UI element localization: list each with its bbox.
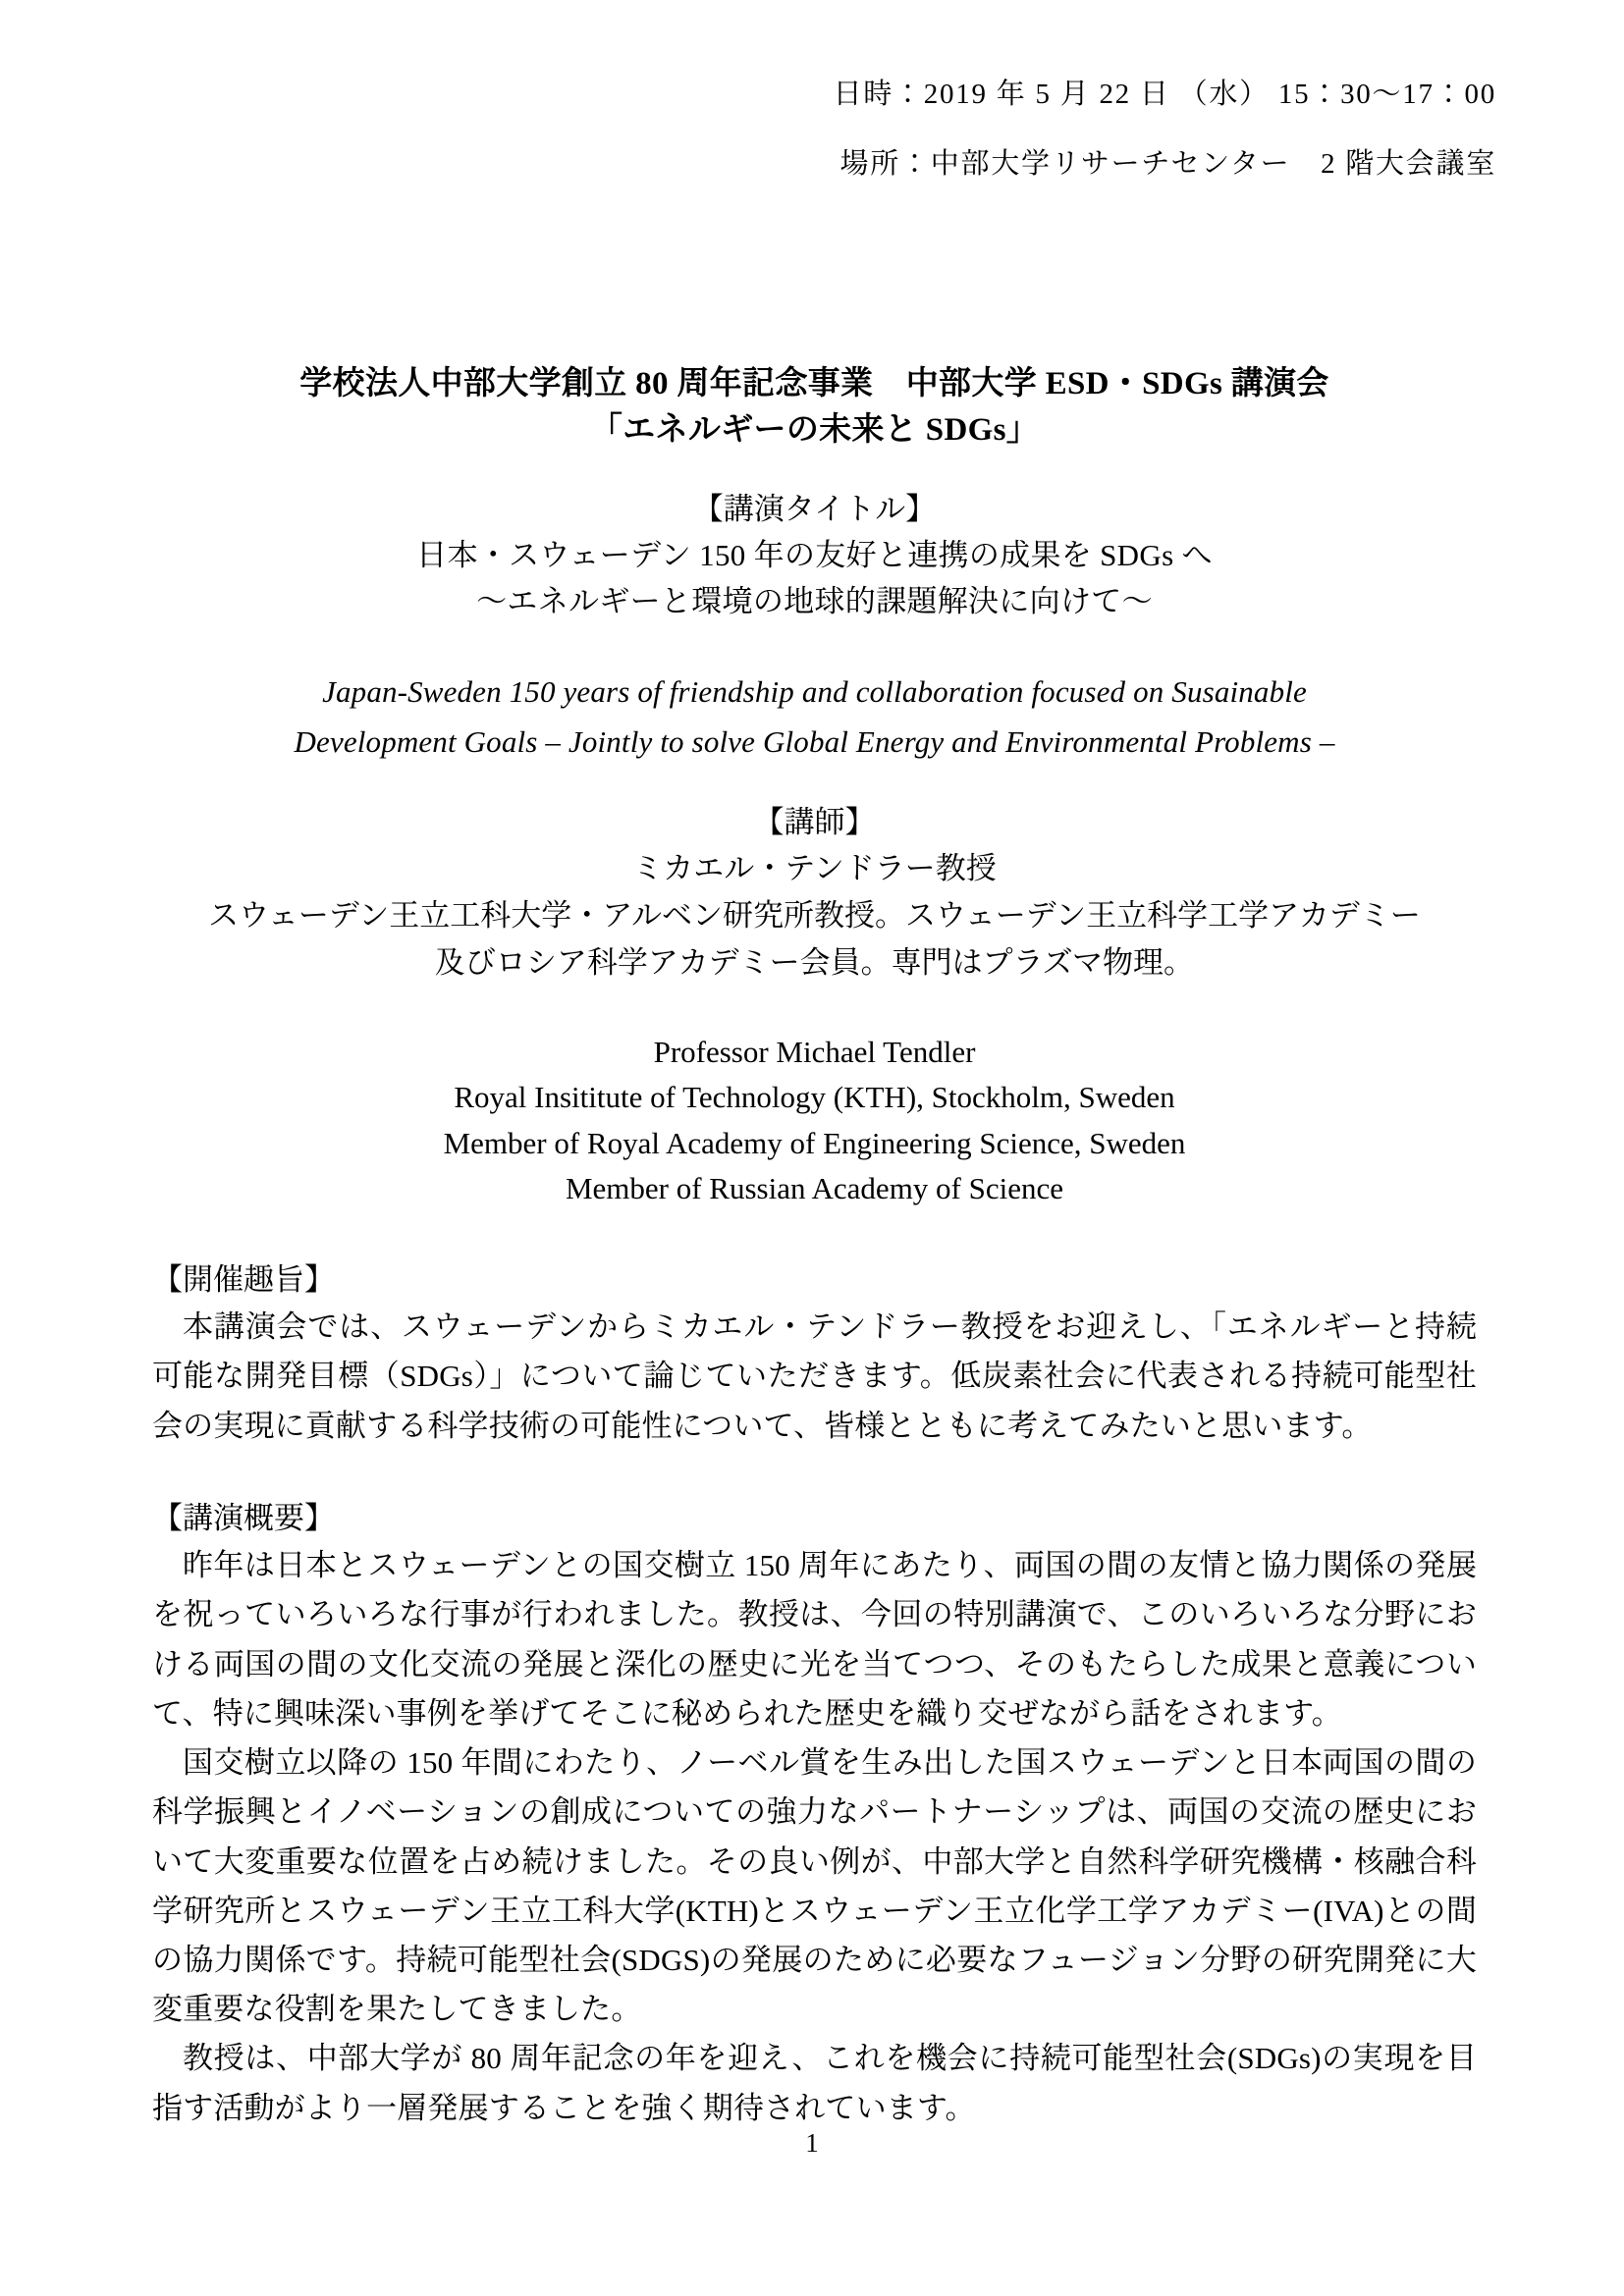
outline-paragraph-3: 教授は、中部大学が 80 周年記念の年を迎え、これを機会に持続可能型社会(SDGs)の実現を目指す活動がより一層発展することを強く期待されています。 (152, 2041, 1477, 2125)
purpose-paragraph: 本講演会では、スウェーデンからミカエル・テンドラー教授をお迎えし、「エネルギーと持続可能な開発目標（SDGs）」について論じていただきます。低炭素社会に代表される持続可能型社会の実現に貢献する科学技術の可能性について、皆様とともに考えてみたいと思います。 (152, 1309, 1477, 1443)
lecture-title-section (152, 487, 1477, 625)
spacer (152, 987, 1477, 1030)
outline-heading: 【講演概要】 (152, 1500, 335, 1535)
page-number: 1 (805, 2128, 819, 2158)
spacer (152, 1451, 1477, 1496)
speaker-name-en: Professor Michael Tendler (653, 1034, 976, 1069)
speaker-name-jp: ミカエル・テンドラー教授 (632, 851, 997, 886)
outline-section (152, 1496, 1477, 2133)
speaker-label: 【講師】 (753, 804, 876, 839)
purpose-section (152, 1257, 1477, 1451)
outline-paragraph-2: 国交樹立以降の 150 年間にわたり、ノーベル賞を生み出した国スウェーデンと日本両国の間の科学振興とイノベーションの創成についての強力なパートナーシップは、両国の交流の歴史において大変重要な位置を占め続けました。その良い例が、中部大学と自然科学研究機構・核融合科学研究所とスウェーデン王立工科大学(KTH)とスウェーデン王立化学工学アカデミー(IVA)との間の協力関係です。持続可能型社会(SDGS)の発展のために必要なフュージョン分野の研究開発に大変重要な役割を果たしてきました。 (152, 1745, 1477, 2027)
lecture-title-english (152, 667, 1477, 766)
speaker-affiliation-jp-line-1: スウェーデン王立工科大学・アルベン研究所教授。スウェーデン王立科学工学アカデミー (208, 898, 1421, 934)
event-meta-block (834, 80, 1496, 179)
speaker-section-en (152, 1030, 1477, 1212)
speaker-affiliation-en-line-2: Member of Royal Academy of Engineering Science, Sweden (443, 1125, 1186, 1160)
lecture-title-jp-line-1: 日本・スウェーデン 150 年の友好と連携の成果を SDGs へ (416, 538, 1213, 573)
outline-paragraph-1: 昨年は日本とスウェーデンとの国交樹立 150 周年にあたり、両国の間の友情と協力関係の発展を祝っていろいろな行事が行われました。教授は、今回の特別講演で、このいろいろな分野における両国の間の文化交流の発展と深化の歴史に光を当てつつ、そのもたらした成果と意義について、特に興味深い事例を挙げてそこに秘められた歴史を織り交ぜながら話をされます。 (152, 1548, 1477, 1731)
spacer (152, 767, 1477, 800)
main-title (152, 361, 1477, 454)
lecture-title-jp-line-2: ～エネルギーと環境の地球的課題解決に向けて～ (476, 584, 1153, 619)
spacer (152, 1212, 1477, 1257)
event-datetime: 日時：2019 年 5 月 22 日 （水） 15：30～17：00 (833, 79, 1496, 110)
document-body (152, 361, 1477, 2133)
spacer (152, 454, 1477, 487)
speaker-affiliation-en-line-3: Member of Russian Academy of Science (565, 1171, 1064, 1206)
speaker-affiliation-jp-line-2: 及びロシア科学アカデミー会員。専門はプラズマ物理。 (434, 944, 1195, 980)
speaker-affiliation-en-line-1: Royal Insititute of Technology (KTH), Stockholm, Sweden (454, 1080, 1175, 1115)
main-title-line-2: 「エネルギーの未来と SDGs」 (589, 411, 1040, 448)
lecture-title-en-line-1: Japan-Sweden 150 years of friendship and collaboration focused on Susainable (322, 674, 1307, 710)
main-title-line-1: 学校法人中部大学創立 80 周年記念事業 中部大学 ESD・SDGs 講演会 (299, 366, 1329, 401)
purpose-heading: 【開催趣旨】 (152, 1261, 335, 1297)
event-venue: 場所：中部大学リサーチセンター 2 階大会議室 (839, 148, 1496, 180)
spacer (152, 624, 1477, 667)
lecture-title-label: 【講演タイトル】 (692, 491, 937, 526)
speaker-section-jp (152, 800, 1477, 987)
lecture-title-en-line-2: Development Goals – Jointly to solve Global Energy and Environmental Problems – (294, 723, 1335, 759)
